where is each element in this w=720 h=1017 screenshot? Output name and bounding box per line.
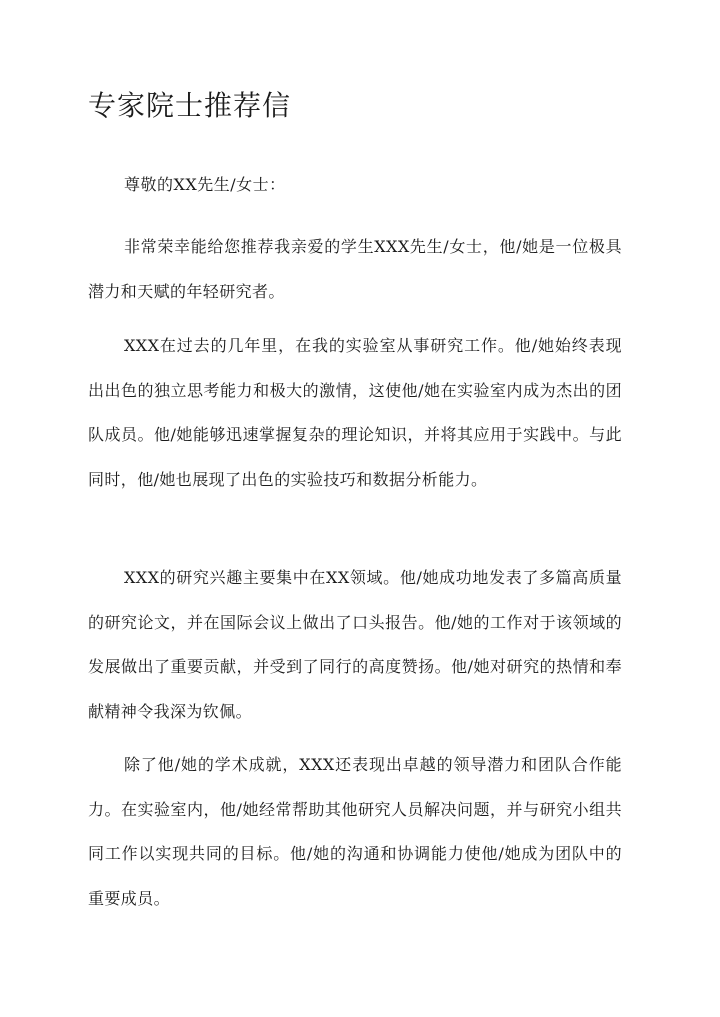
body-paragraph-4: 除了他/她的学术成就，XXX还表现出卓越的领导潜力和团队合作能力。在实验室内，他/她经常帮助其他研究人员解决问题，并与研究小组共同工作以实现共同的目标。他/她的沟通和协调能力使他/她成为团队中的重要成员。 [88,755,622,908]
body-paragraph-2: XXX在过去的几年里，在我的实验室从事研究工作。他/她始终表现出出色的独立思考能力和极大的激情，这使他/她在实验室内成为杰出的团队成员。他/她能够迅速掌握复杂的理论知识，并将其应用于实践中。与此同时，他/她也展现了出色的实验技巧和数据分析能力。 [88,336,622,489]
body-paragraph-1: 非常荣幸能给您推荐我亲爱的学生XXX先生/女士，他/她是一位极具潜力和天赋的年轻研究者。 [88,237,622,301]
page-title: 专家院士推荐信 [88,89,292,122]
body-paragraph-3: XXX的研究兴趣主要集中在XX领域。他/她成功地发表了多篇高质量的研究论文，并在国际会议上做出了口头报告。他/她的工作对于该领域的发展做出了重要贡献，并受到了同行的高度赞扬。他/她对研究的热情和奉献精神令我深为钦佩。 [88,568,622,721]
letter-greeting: 尊敬的XX先生/女士： [124,175,286,194]
